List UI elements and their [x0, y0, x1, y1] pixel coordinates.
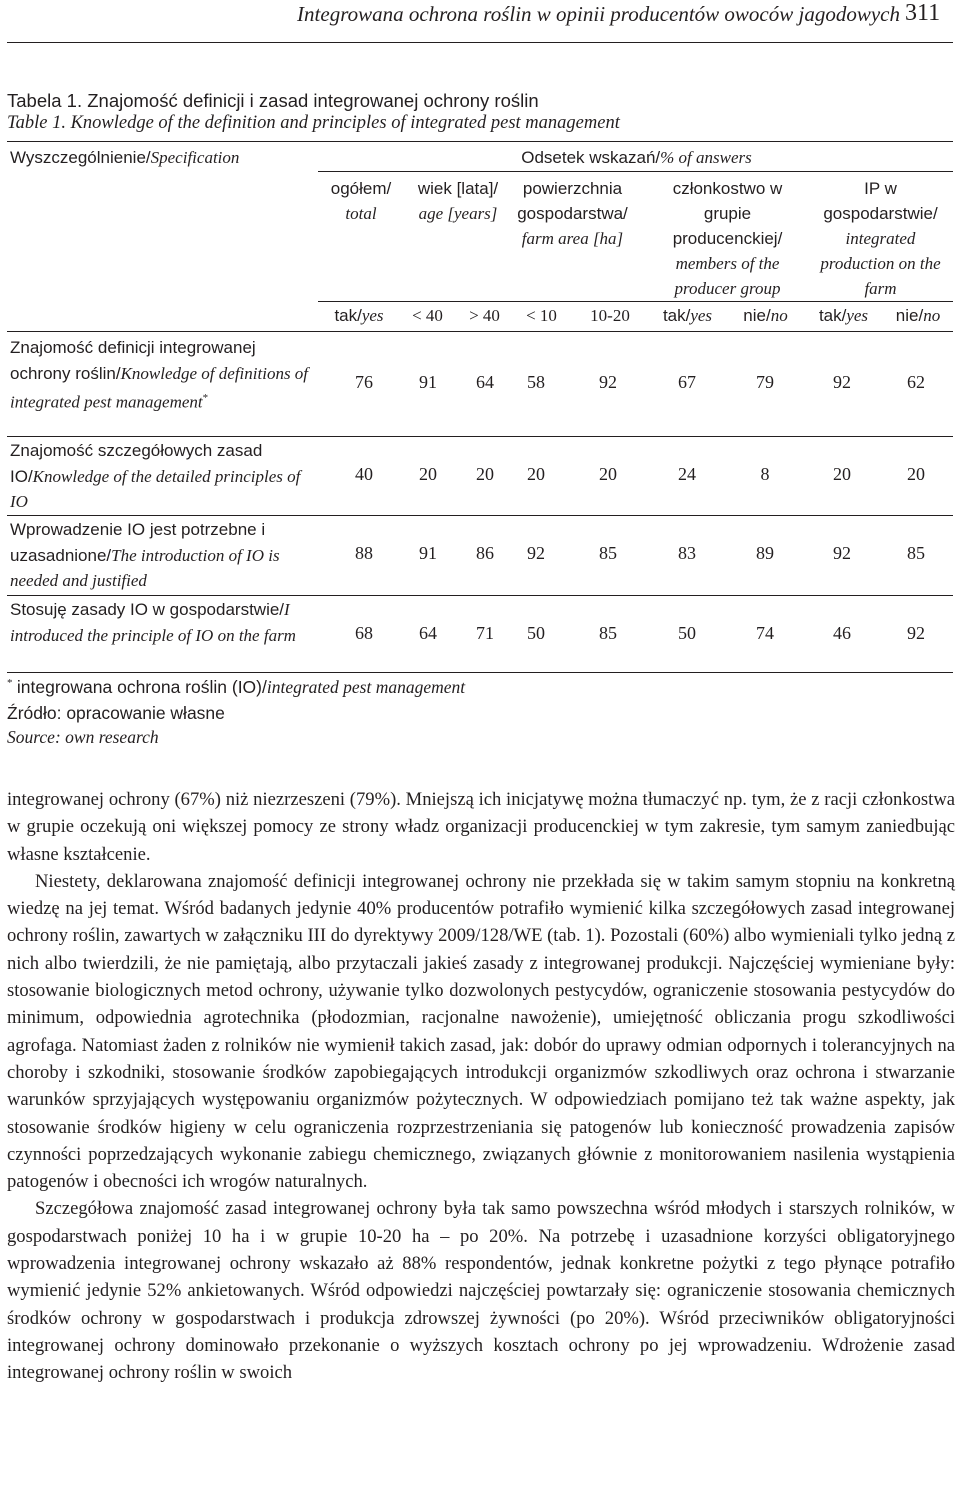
group-header-en: age [years] — [418, 204, 498, 223]
subheader-top-rule — [318, 301, 953, 302]
table-cell: 85 — [599, 543, 617, 563]
row-label-en: I introduced the principle of IO on the farm — [10, 600, 296, 645]
row-label-pl: Wprowadzenie IO jest potrzebne i uzasadnione/ — [10, 520, 266, 565]
row-label — [10, 335, 315, 415]
table-cell: 58 — [527, 372, 545, 392]
group-header-producer-group — [650, 176, 805, 301]
row-label-pl: Znajomość definicji integrowanej ochrony roślin/ — [10, 338, 256, 383]
table-caption-pl: Tabela 1. Znajomość definicji i zasad integrowanej ochrony roślin — [7, 90, 539, 111]
table-cell: 91 — [419, 543, 437, 563]
table-cell: 20 — [907, 464, 925, 484]
group-header-pl: ogółem/ — [330, 179, 392, 198]
subheader-age-under-40: < 40 — [412, 306, 443, 325]
row-rule — [7, 515, 953, 516]
spec-header-pl: Wyszczególnienie/ — [10, 148, 151, 167]
row-rule — [7, 436, 953, 437]
table-cell: 83 — [678, 543, 696, 563]
subheader-ip-yes: tak/yes — [818, 306, 869, 325]
subheader-ip-no: nie/no — [895, 306, 941, 325]
subheader-age-over-40: > 40 — [469, 306, 500, 325]
table-cell: 24 — [678, 464, 696, 484]
header-rule — [7, 42, 953, 43]
table-cell: 20 — [527, 464, 545, 484]
table-caption-en: Table 1. Knowledge of the definition and principles of integrated pest management — [7, 113, 620, 133]
table-cell: 89 — [756, 543, 774, 563]
row-label — [10, 438, 315, 515]
table-top-rule — [7, 141, 953, 142]
subheader-area-under-10: < 10 — [526, 306, 557, 325]
group-header-pl: członkostwo w grupie producenckiej/ — [672, 179, 783, 248]
table-cell: 64 — [419, 623, 437, 643]
table-cell: 92 — [833, 372, 851, 392]
table-cell: 68 — [355, 623, 373, 643]
footnote-pl: integrowana ochrona roślin (IO)/ — [16, 677, 267, 697]
table-cell: 92 — [907, 623, 925, 643]
row-label-pl: Stosuję zasady IO w gospodarstwie/ — [10, 600, 285, 619]
row-label — [10, 597, 315, 648]
footnote-marker: * — [7, 677, 13, 690]
row-label — [10, 517, 315, 594]
table-cell: 20 — [476, 464, 494, 484]
table-cell: 88 — [355, 543, 373, 563]
table-cell: 50 — [678, 623, 696, 643]
table-cell: 91 — [419, 372, 437, 392]
paragraph: integrowanej ochrony (67%) niż niezrzeszeni (79%). Mniejszą ich inicjatywę można tłumaczyć np. tym, że z racji członkostwa w grupie oczekują oni większej pomocy ze strony władz organizacji producenckiej w tym zakresie, tym samym zaniedbując własne kształcenie. — [7, 789, 955, 865]
subheader-bottom-rule — [7, 331, 953, 332]
row-rule — [7, 595, 953, 596]
group-header-en: integrated production on the farm — [820, 229, 941, 298]
paragraph: Szczegółowa znajomość zasad integrowanej ochrony była tak samo powszechna wśród młodych i starszych rolników, w gospodarstwach poniżej 10 ha i w grupie 10-20 ha – po 20%. Na potrzebę i uzasadnione korzyści obligatoryjnego wprowadzenia integrowanej ochrony wskazało aż 88% respondentów, jednak konkretne pożytki z tego płynące potrafiło wymienić jedynie 52% ankietowanych. Wśród odpowiedzi najczęściej powtarzały się: ograniczenie stosowania chemicznych środków ochrony w gospodarstwach i produkcja zdrowszej żywności (po 20%). Wśród przeciwników obligatoryjności integrowanej ochrony dominowało przekonanie o wyższych kosztach ochrony po jej wprowadzeniu. Wdrożenie zasad integrowanej ochrony roślin w swoich — [7, 1198, 955, 1384]
group-header-en: total — [345, 204, 377, 223]
row-label-en: The introduction of IO is needed and justified — [10, 545, 280, 590]
table-cell: 74 — [756, 623, 774, 643]
table-cell: 79 — [756, 372, 774, 392]
running-head: Integrowana ochrona roślin w opinii producentów owoców jagodowych — [297, 2, 900, 26]
table-cell: 20 — [833, 464, 851, 484]
row-label-pl: Znajomość szczegółowych zasad IO/ — [10, 441, 263, 486]
answers-header-rule — [318, 171, 953, 172]
group-header-en: farm area [ha] — [521, 229, 624, 248]
spec-header — [10, 148, 239, 168]
table-cell: 67 — [678, 372, 696, 392]
spec-header-en: Specification — [150, 148, 240, 167]
table-cell: 64 — [476, 372, 494, 392]
group-header-pl: wiek [lata]/ — [417, 179, 499, 198]
group-header-age — [413, 176, 503, 226]
table-cell: 50 — [527, 623, 545, 643]
group-header-pl: IP w gospodarstwie/ — [823, 179, 938, 223]
subheader-area-10-20: 10-20 — [590, 306, 630, 325]
group-header-ip-farm — [808, 176, 953, 301]
table-cell: 20 — [599, 464, 617, 484]
table-cell: 92 — [833, 543, 851, 563]
source-en: Source: own research — [7, 727, 159, 747]
table-cell: 76 — [355, 372, 373, 392]
page-number: 311 — [905, 0, 941, 26]
table-cell: 62 — [907, 372, 925, 392]
row-label-en: Knowledge of the detailed principles of IO — [10, 466, 301, 511]
table-cell: 92 — [527, 543, 545, 563]
source-pl: Źródło: opracowanie własne — [7, 703, 225, 723]
table-cell: 85 — [599, 623, 617, 643]
body-text — [7, 786, 955, 1387]
table-cell: 46 — [833, 623, 851, 643]
table-cell: 85 — [907, 543, 925, 563]
subheader-total-yes: tak/yes — [334, 306, 384, 325]
subheader-member-yes: tak/yes — [662, 306, 713, 325]
answers-header-en: % of answers — [660, 148, 752, 167]
table-cell: 71 — [476, 623, 494, 643]
row-label-en: Knowledge of definitions of integrated pest management — [10, 363, 309, 412]
group-header-pl: powierzchnia gospodarstwa/ — [517, 179, 628, 223]
subheader-member-no: nie/no — [743, 306, 788, 325]
footnote-en: integrated pest management — [266, 677, 466, 697]
paragraph: Niestety, deklarowana znajomość definicji integrowanej ochrony nie przekłada się w takim samym stopniu na konkretną wiedzę na jej temat. Wśród badanych jedynie 40% producentów potrafiło wymienić kilka szczegółowych zasad integrowanej ochrony roślin, zawartych w załączniku III do dyrektywy 2009/128/WE (tab. 1). Pozostali (60%) albo wymieniali tylko jedną z nich albo twierdzili, że nie pamiętają, albo przytaczali jakieś zasady z integrowanej produkcji. Najczęściej wymieniane były: stosowanie biologicznych metod ochrony, używanie tylko dozwolonych pestycydów, ograniczenie stosowania pestycydów do minimum, odpowiednia agrotechnika (płodozmian, racjonalne nawożenie), umiejętność obliczania progu szkodliwości agrofaga. Natomiast żaden z rolników nie wymienił takich zasad, jak: dobór do uprawy odmian odpornych i tolerancyjnych na choroby i szkodniki, stosowanie środków zapobiegających introdukcji organizmów szkodliwych oraz ochrona i stwarzanie warunków sprzyjających występowaniu organizmów pożytecznych. W odpowiedziach pomijano też tak ważne aspekty, jak stosowanie środków higieny w celu ograniczenia rozprzestrzeniania się patogenów lub konieczność prowadzenia zapisów czynności poprzedzających wykonanie zabiegu chemicznego, związanych głównie z monitorowaniem nasilenia wystąpienia patogenów i obecności ich wrogów naturalnych. — [7, 870, 956, 1193]
table-cell: 8 — [760, 464, 770, 484]
table-cell: 40 — [355, 464, 373, 484]
table-bottom-rule — [7, 672, 953, 673]
group-header-total — [318, 176, 404, 226]
answers-header — [320, 148, 953, 168]
footnote-marker: * — [202, 392, 209, 404]
answers-header-pl: Odsetek wskazań/ — [521, 148, 661, 167]
table-cell: 92 — [599, 372, 617, 392]
group-header-farm-area — [505, 176, 640, 251]
table-cell: 86 — [476, 543, 494, 563]
table-footnote — [7, 677, 465, 698]
table-cell: 20 — [419, 464, 437, 484]
group-header-en: members of the producer group — [674, 254, 781, 298]
